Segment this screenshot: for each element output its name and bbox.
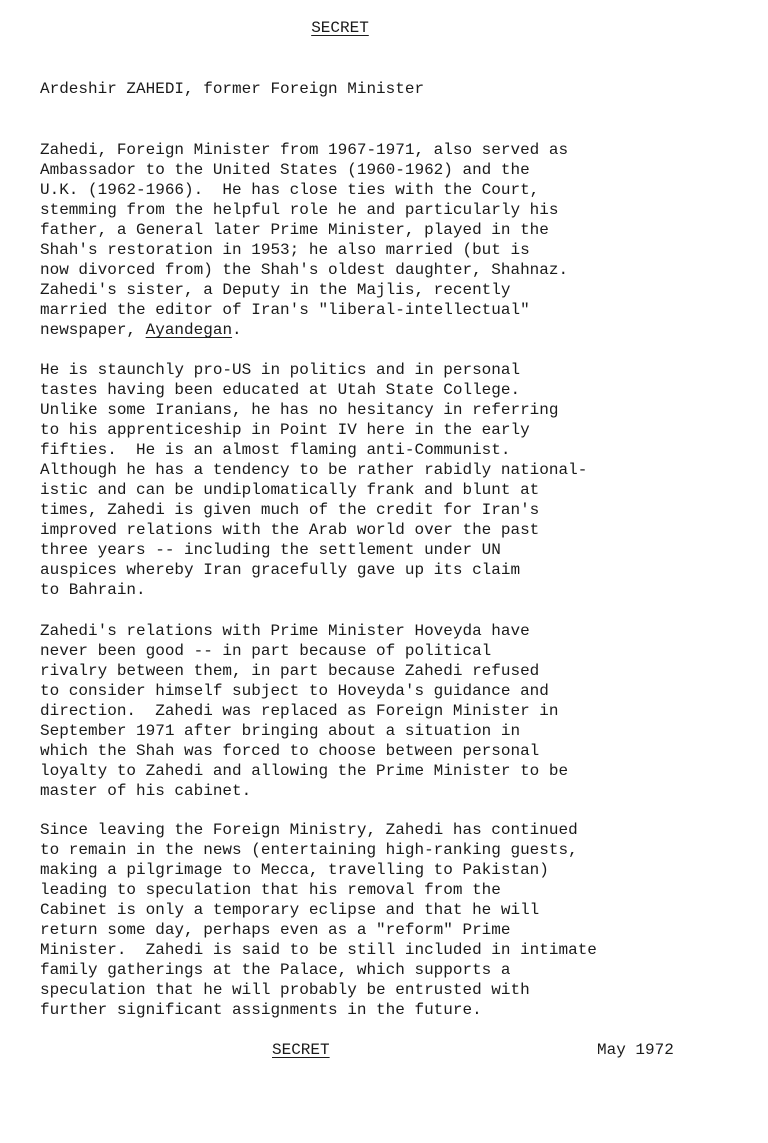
paragraph-background (40, 140, 568, 340)
paragraph-background-line: Shah's restoration in 1953; he also married (but is (40, 241, 530, 259)
paragraph-background-line: U.K. (1962-1966). He has close ties with the Court, (40, 181, 540, 199)
paragraph-background-line: stemming from the helpful role he and particularly his (40, 201, 559, 219)
paragraph-background-line: Ambassador to the United States (1960-1962) and the (40, 161, 530, 179)
document-date: May 1972 (597, 1041, 674, 1059)
classification-footer: SECRET (272, 1041, 330, 1059)
paragraph-background-line: father, a General later Prime Minister, played in the (40, 221, 549, 239)
paragraph-background-line: Zahedi's sister, a Deputy in the Majlis, recently (40, 281, 511, 299)
newspaper-name: Ayandegan (145, 321, 233, 339)
paragraph-politics: He is staunchly pro-US in politics and in personal tastes having been educated at Utah State College. Unlike some Iranians, he has no hesitancy in referring to his apprenticeship in Point IV here in the early fifties. He is an almost flaming anti-Communist. Although he has a tendency to be rather rabidly national- istic and can be undiplomatically frank and blunt at times, Zahedi is given much of the credit for Iran's improved relations with the Arab world over the past three years -- including the settlement under UN auspices whereby Iran gracefully gave up its claim to Bahrain. (40, 361, 588, 599)
paragraph-background-line: married the editor of Iran's "liberal-intellectual" (40, 301, 530, 319)
paragraph-hoveyda-relations: Zahedi's relations with Prime Minister Hoveyda have never been good -- in part because of political rivalry between them, in part because Zahedi refused to consider himself subject to Hoveyda's guidance and direction. Zahedi was replaced as Foreign Minister in September 1971 after bringing about a situation in which the Shah was forced to choose between personal loyalty to Zahedi and allowing the Prime Minister to be master of his cabinet. (40, 622, 569, 800)
paragraph-since-leaving: Since leaving the Foreign Ministry, Zahedi has continued to remain in the news (entertaining high-ranking guests, making a pilgrimage to Mecca, travelling to Pakistan) leading to speculation that his removal from the Cabinet is only a temporary eclipse and that he will return some day, perhaps even as a "reform" Prime Minister. Zahedi is said to be still included in intimate family gatherings at the Palace, which supports a speculation that he will probably be entrusted with further significant assignments in the future. (40, 821, 597, 1019)
subject-line: Ardeshir ZAHEDI, former Foreign Minister (40, 80, 425, 98)
paragraph-background-last-prefix: newspaper, (40, 321, 146, 339)
paragraph-background-line: Zahedi, Foreign Minister from 1967-1971, also served as (40, 141, 569, 159)
classification-header: SECRET (311, 19, 369, 37)
paragraph-background-last-suffix: . (232, 321, 242, 339)
paragraph-background-line: now divorced from) the Shah's oldest daughter, Shahnaz. (40, 261, 569, 279)
